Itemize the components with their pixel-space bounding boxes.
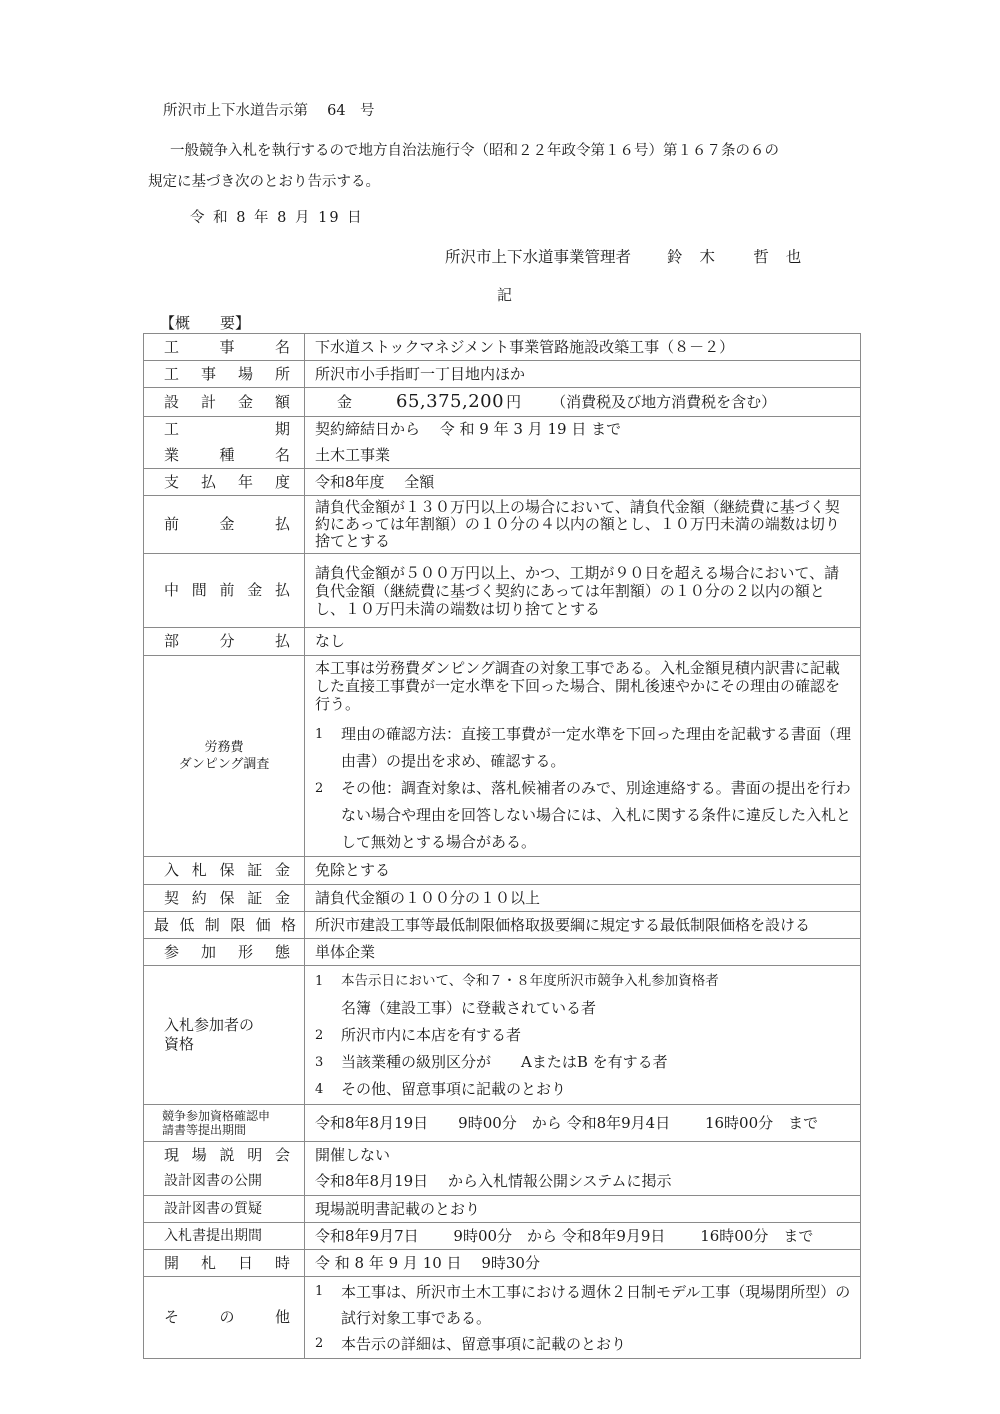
value-shiharai-nendo: 令和8年度 全額 (305, 469, 861, 496)
row-zusho-kokai (144, 1169, 861, 1196)
value-kaisatsu: 令 和 8 年 9 月 10 日 9時30分 (305, 1250, 861, 1277)
list-item: 3 当該業種の級別区分が AまたはB を有する者 (315, 1052, 668, 1071)
list-item: 4 その他、留意事項に記載のとおり (315, 1079, 567, 1098)
label-kakunin-line1: 競争参加資格確認申 (162, 1109, 271, 1123)
label-genba-setsumei: 現場説明会 (144, 1142, 305, 1169)
row-shikaku (144, 966, 861, 1105)
list-item: 1 本告示日において、令和７・８年度所沢市競争入札参加資格者 (315, 972, 719, 989)
row-bubun (144, 628, 861, 656)
amount-value: 65,375,200 (396, 391, 505, 412)
value-sanka-keitai: 単体企業 (305, 939, 861, 966)
row-zusho-shitsugi (144, 1196, 861, 1223)
value-sonota (305, 1277, 861, 1359)
list-item: 1 理由の確認方法：直接工事費が一定水準を下回った理由を記載する書面（理由書）の提出を求め、確認する。 (315, 725, 852, 770)
value-koji-basho: 所沢市小手指町一丁目地内ほか (305, 361, 861, 388)
label-shikaku (144, 966, 305, 1105)
label-keiyaku-hosho: 契約保証金 (144, 885, 305, 912)
label-sekkei-kingaku: 設計金額 (144, 388, 305, 417)
row-kakunin-shinsei (144, 1105, 861, 1142)
label-shiharai-nendo: 支払年度 (144, 469, 305, 496)
issuer (445, 245, 807, 267)
label-nyusatsusho-kikan: 入札書提出期間 (144, 1223, 305, 1250)
value-nyusatsu-hosho: 免除とする (305, 857, 861, 885)
label-chukan-maekin: 中間前金払 (144, 554, 305, 628)
list-item: 2 所沢市内に本店を有する者 (315, 1025, 522, 1044)
label-romuhi-line1: 労務費 (204, 740, 244, 755)
row-nyusatsusho-kikan (144, 1223, 861, 1250)
row-koki (144, 417, 861, 443)
value-saitei-seigen: 所沢市建設工事等最低制限価格取扱要綱に規定する最低制限価格を設ける (305, 912, 861, 939)
value-bubun: なし (305, 628, 861, 656)
ki-heading: 記 (497, 286, 513, 304)
amount-tax-note: （消費税及び地方消費税を含む） (551, 393, 777, 411)
list-item: 1 本工事は、所沢市土木工事における週休２日制モデル工事（現場閉所型）の試行対象工事である。 (315, 1282, 851, 1327)
amount-unit: 円 (506, 393, 522, 411)
row-maekin (144, 496, 861, 554)
value-chukan-maekin: 請負代金額が５００万円以上、かつ、工期が９０日を超える場合において、請負代金額（継続費に基づく契約にあっては年割額）の１０分の２以内の額とし、１０万円未満の端数は切り捨てとする (305, 554, 861, 628)
value-keiyaku-hosho: 請負代金額の１００分の１０以上 (305, 885, 861, 912)
row-saitei-seigen (144, 912, 861, 939)
row-chukan-maekin (144, 554, 861, 628)
intro-line-2: 規定に基づき次のとおり告示する。 (148, 174, 380, 190)
value-nyusatsusho-kikan: 令和8年9月7日 9時00分 から 令和8年9月9日 16時00分 まで (305, 1223, 861, 1250)
label-romuhi-line2: ダンピング調査 (178, 757, 270, 772)
label-kakunin-line2: 請書等提出期間 (162, 1123, 247, 1137)
row-koji-basho (144, 361, 861, 388)
romuhi-intro: 本工事は労務費ダンピング調査の対象工事である。入札金額見積内訳書に記載した直接工事費が一定水準を下回った場合、開札後速やかにその理由の確認を行う。 (315, 659, 841, 713)
value-shikaku (305, 966, 861, 1105)
list-item: 2 本告示の詳細は、留意事項に記載のとおり (315, 1334, 627, 1353)
value-gyoshu: 土木工事業 (305, 443, 861, 469)
value-koki: 契約締結日から 令 和 9 年 3 月 19 日 まで (305, 417, 861, 443)
notice-date: 令 和 8 年 8 月 19 日 (190, 210, 364, 226)
label-nyusatsu-hosho: 入札保証金 (144, 857, 305, 885)
value-maekin: 請負代金額が１３０万円以上の場合において、請負代金額（継続費に基づく契約にあっては年割額）の１０分の４以内の額とし、１０万円未満の端数は切り捨てとする (305, 496, 861, 554)
label-sonota: その他 (144, 1277, 305, 1359)
label-gyoshu: 業種名 (144, 443, 305, 469)
label-kakunin-shinsei (144, 1105, 305, 1142)
row-genba-setsumei (144, 1142, 861, 1169)
label-zusho-shitsugi: 設計図書の質疑 (144, 1196, 305, 1223)
row-shiharai-nendo (144, 469, 861, 496)
value-sekkei-kingaku (305, 388, 861, 417)
label-shikaku-line1: 入札参加者の (164, 1016, 255, 1034)
label-shikaku-line2: 資格 (164, 1035, 195, 1053)
value-kakunin-shinsei: 令和8年8月19日 9時00分 から 令和8年9月4日 16時00分 まで (305, 1105, 861, 1142)
intro-line-1: 一般競争入札を執行するので地方自治法施行令（昭和２２年政令第１６号）第１６７条の６の (170, 143, 779, 159)
value-zusho-kokai: 令和8年8月19日 から入札情報公開システムに掲示 (305, 1169, 861, 1196)
row-romuhi (144, 656, 861, 857)
row-kaisatsu (144, 1250, 861, 1277)
row-sonota (144, 1277, 861, 1359)
amount-prefix: 金 (337, 393, 353, 411)
label-koji-basho: 工事場所 (144, 361, 305, 388)
value-genba-setsumei: 開催しない (305, 1142, 861, 1169)
value-zusho-shitsugi: 現場説明書記載のとおり (305, 1196, 861, 1223)
value-romuhi (305, 656, 861, 857)
overview-table (143, 333, 861, 1359)
label-romuhi (144, 656, 305, 857)
overview-heading: 【概 要】 (160, 314, 251, 332)
label-zusho-kokai: 設計図書の公開 (144, 1169, 305, 1196)
row-koji-mei (144, 334, 861, 361)
row-gyoshu (144, 443, 861, 469)
value-koji-mei: 下水道ストックマネジメント事業管路施設改築工事（８－２） (305, 334, 861, 361)
row-sanka-keitai (144, 939, 861, 966)
label-koji-mei: 工事名 (144, 334, 305, 361)
label-maekin: 前金払 (144, 496, 305, 554)
row-sekkei-kingaku (144, 388, 861, 417)
notice-number: 所沢市上下水道告示第 64 号 (163, 103, 375, 119)
issuer-name: 鈴 木 哲 也 (667, 248, 808, 266)
issuer-title: 所沢市上下水道事業管理者 (445, 248, 632, 266)
label-sanka-keitai: 参加形態 (144, 939, 305, 966)
label-bubun: 部分払 (144, 628, 305, 656)
label-kaisatsu: 開札日時 (144, 1250, 305, 1277)
list-item: 名簿（建設工事）に登載されている者 (341, 998, 597, 1017)
label-saitei-seigen: 最低制限価格 (144, 912, 305, 939)
row-nyusatsu-hosho (144, 857, 861, 885)
row-keiyaku-hosho (144, 885, 861, 912)
list-item: 2 その他：調査対象は、落札候補者のみで、別途連絡する。書面の提出を行わない場合や理由を回答しない場合には、入札に関する条件に違反した入札として無効とする場合がある。 (315, 779, 852, 851)
label-koki: 工期 (144, 417, 305, 443)
